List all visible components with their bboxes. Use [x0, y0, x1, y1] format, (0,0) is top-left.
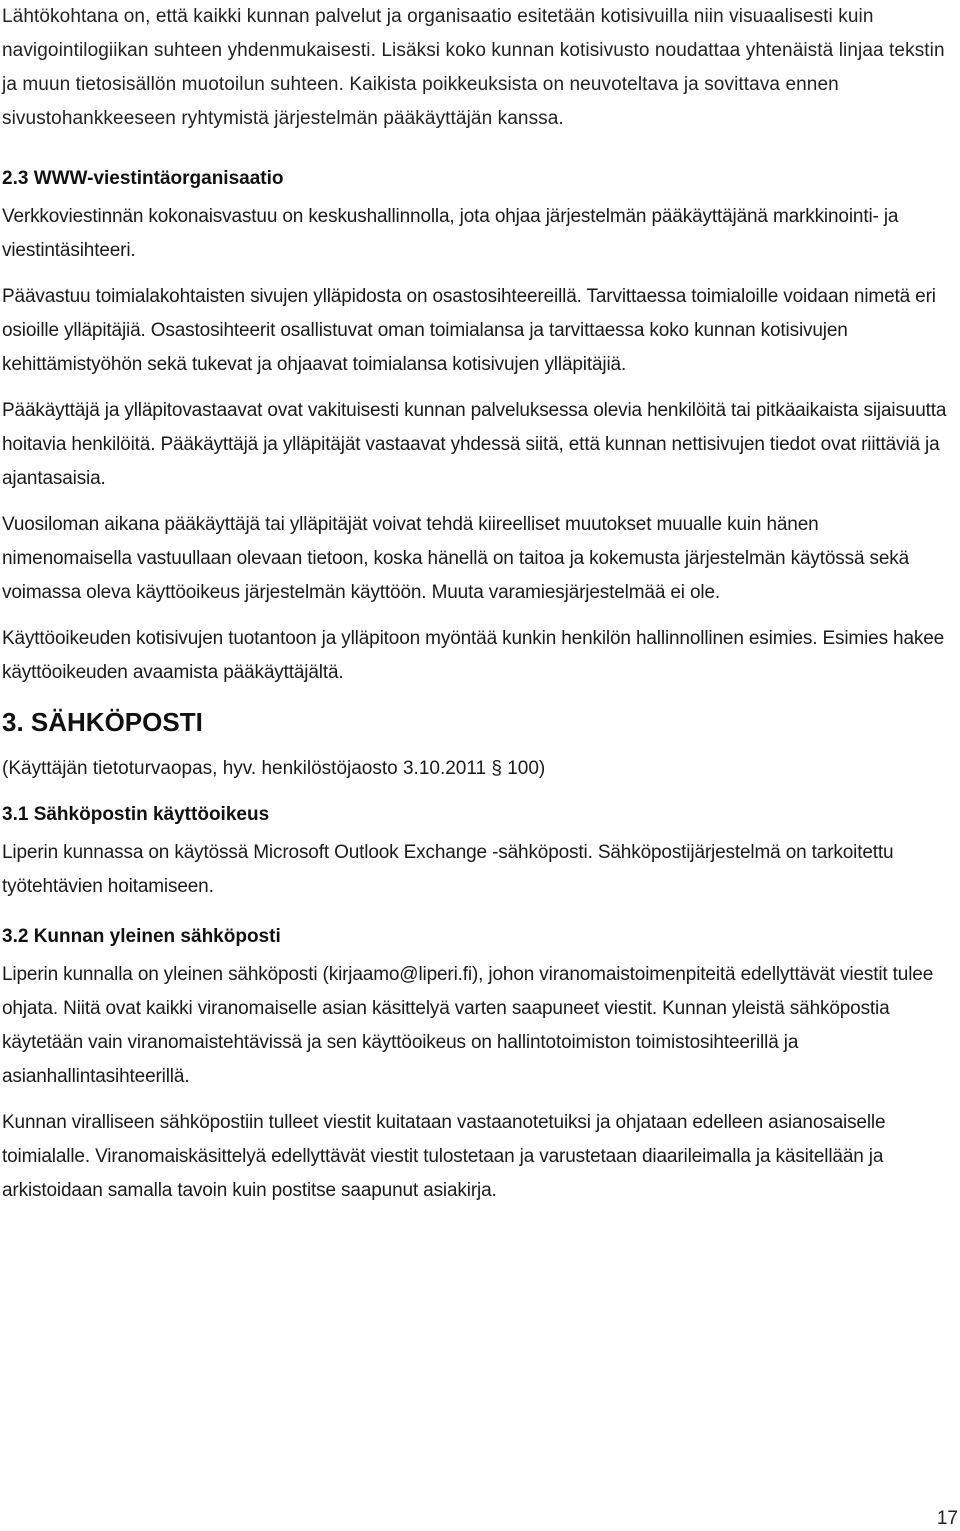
section-3-1-heading: 3.1 Sähköpostin käyttöoikeus	[2, 804, 270, 825]
section-2-3-paragraph-4: Vuosiloman aikana pääkäyttäjä tai ylläpitäjät voivat tehdä kiireelliset muutokset muualle kuin hänen nimenomaisella vastuullaan olevaan tietoon, koska hänellä on taitoa ja kokemusta järjestelmän käytössä sekä voimassa oleva käyttöoikeus järjestelmän käyttöön. Muuta varamiesjärjestelmää ei ole.	[2, 514, 910, 603]
document-page	[2, 0, 952, 1220]
section-2-3-heading: 2.3 WWW-viestintäorganisaatio	[2, 168, 284, 189]
section-3-1-paragraph-1: Liperin kunnassa on käytössä Microsoft Outlook Exchange -sähköposti. Sähköpostijärjestelmä on tarkoitettu työtehtävien hoitamiseen.	[2, 842, 894, 897]
page-number: 17	[936, 1508, 958, 1529]
section-2-3-paragraph-1: Verkkoviestinnän kokonaisvastuu on keskushallinnolla, jota ohjaa järjestelmän pääkäyttäjänä markkinointi- ja viestintäsihteeri.	[2, 206, 899, 261]
section-2-3-paragraph-5: Käyttöoikeuden kotisivujen tuotantoon ja ylläpitoon myöntää kunkin henkilön hallinnollinen esimies. Esimies hakee käyttöoikeuden avaamista pääkäyttäjältä.	[2, 628, 945, 683]
section-3-heading: 3. SÄHKÖPOSTI	[2, 707, 203, 737]
section-3-2-paragraph-1: Liperin kunnalla on yleinen sähköposti (kirjaamo@liperi.fi), johon viranomaistoimenpiteitä edellyttävät viestit tulee ohjata. Niitä ovat kaikki viranomaiselle asian käsittelyä varten saapuneet viestit. Kunnan yleistä sähköpostia käytetään vain viranomaistehtävissä ja sen käyttöoikeus on hallintotoimiston toimistosihteerillä ja asianhallintasihteerillä.	[2, 964, 934, 1087]
section-3-2-paragraph-2: Kunnan viralliseen sähköpostiin tulleet viestit kuitataan vastaanotetuiksi ja ohjataan edelleen asianosaiselle toimialalle. Viranomaiskäsittelyä edellyttävät viestit tulostetaan ja varustetaan diaarileimalla ja käsitellään ja arkistoidaan samalla tavoin kuin postitse saapunut asiakirja.	[2, 1112, 886, 1201]
section-3-2-heading: 3.2 Kunnan yleinen sähköposti	[2, 926, 281, 947]
intro-paragraph: Lähtökohtana on, että kaikki kunnan palvelut ja organisaatio esitetään kotisivuilla niin visuaalisesti kuin navigointilogiikan suhteen yhdenmukaisesti. Lisäksi koko kunnan kotisivusto noudattaa yhtenäistä linjaa tekstin ja muun tietosisällön muotoilun suhteen. Kaikista poikkeuksista on neuvoteltava ja sovittava ennen sivustohankkeeseen ryhtymistä järjestelmän pääkäyttäjän kanssa.	[2, 6, 945, 129]
section-3-reference: (Käyttäjän tietoturvaopas, hyv. henkilöstöjaosto 3.10.2011 § 100)	[2, 758, 546, 779]
section-2-3-paragraph-3: Pääkäyttäjä ja ylläpitovastaavat ovat vakituisesti kunnan palveluksessa olevia henkilöitä tai pitkäaikaista sijaisuutta hoitavia henkilöitä. Pääkäyttäjä ja ylläpitäjät vastaavat yhdessä siitä, että kunnan nettisivujen tiedot ovat riittäviä ja ajantasaisia.	[2, 400, 947, 489]
section-2-3-paragraph-2: Päävastuu toimialakohtaisten sivujen ylläpidosta on osastosihteereillä. Tarvittaessa toimialoille voidaan nimetä eri osioille ylläpitäjiä. Osastosihteerit osallistuvat oman toimialansa ja tarvittaessa koko kunnan kotisivujen kehittämistyöhön sekä tukevat ja ohjaavat toimialansa kotisivujen ylläpitäjiä.	[2, 286, 936, 375]
